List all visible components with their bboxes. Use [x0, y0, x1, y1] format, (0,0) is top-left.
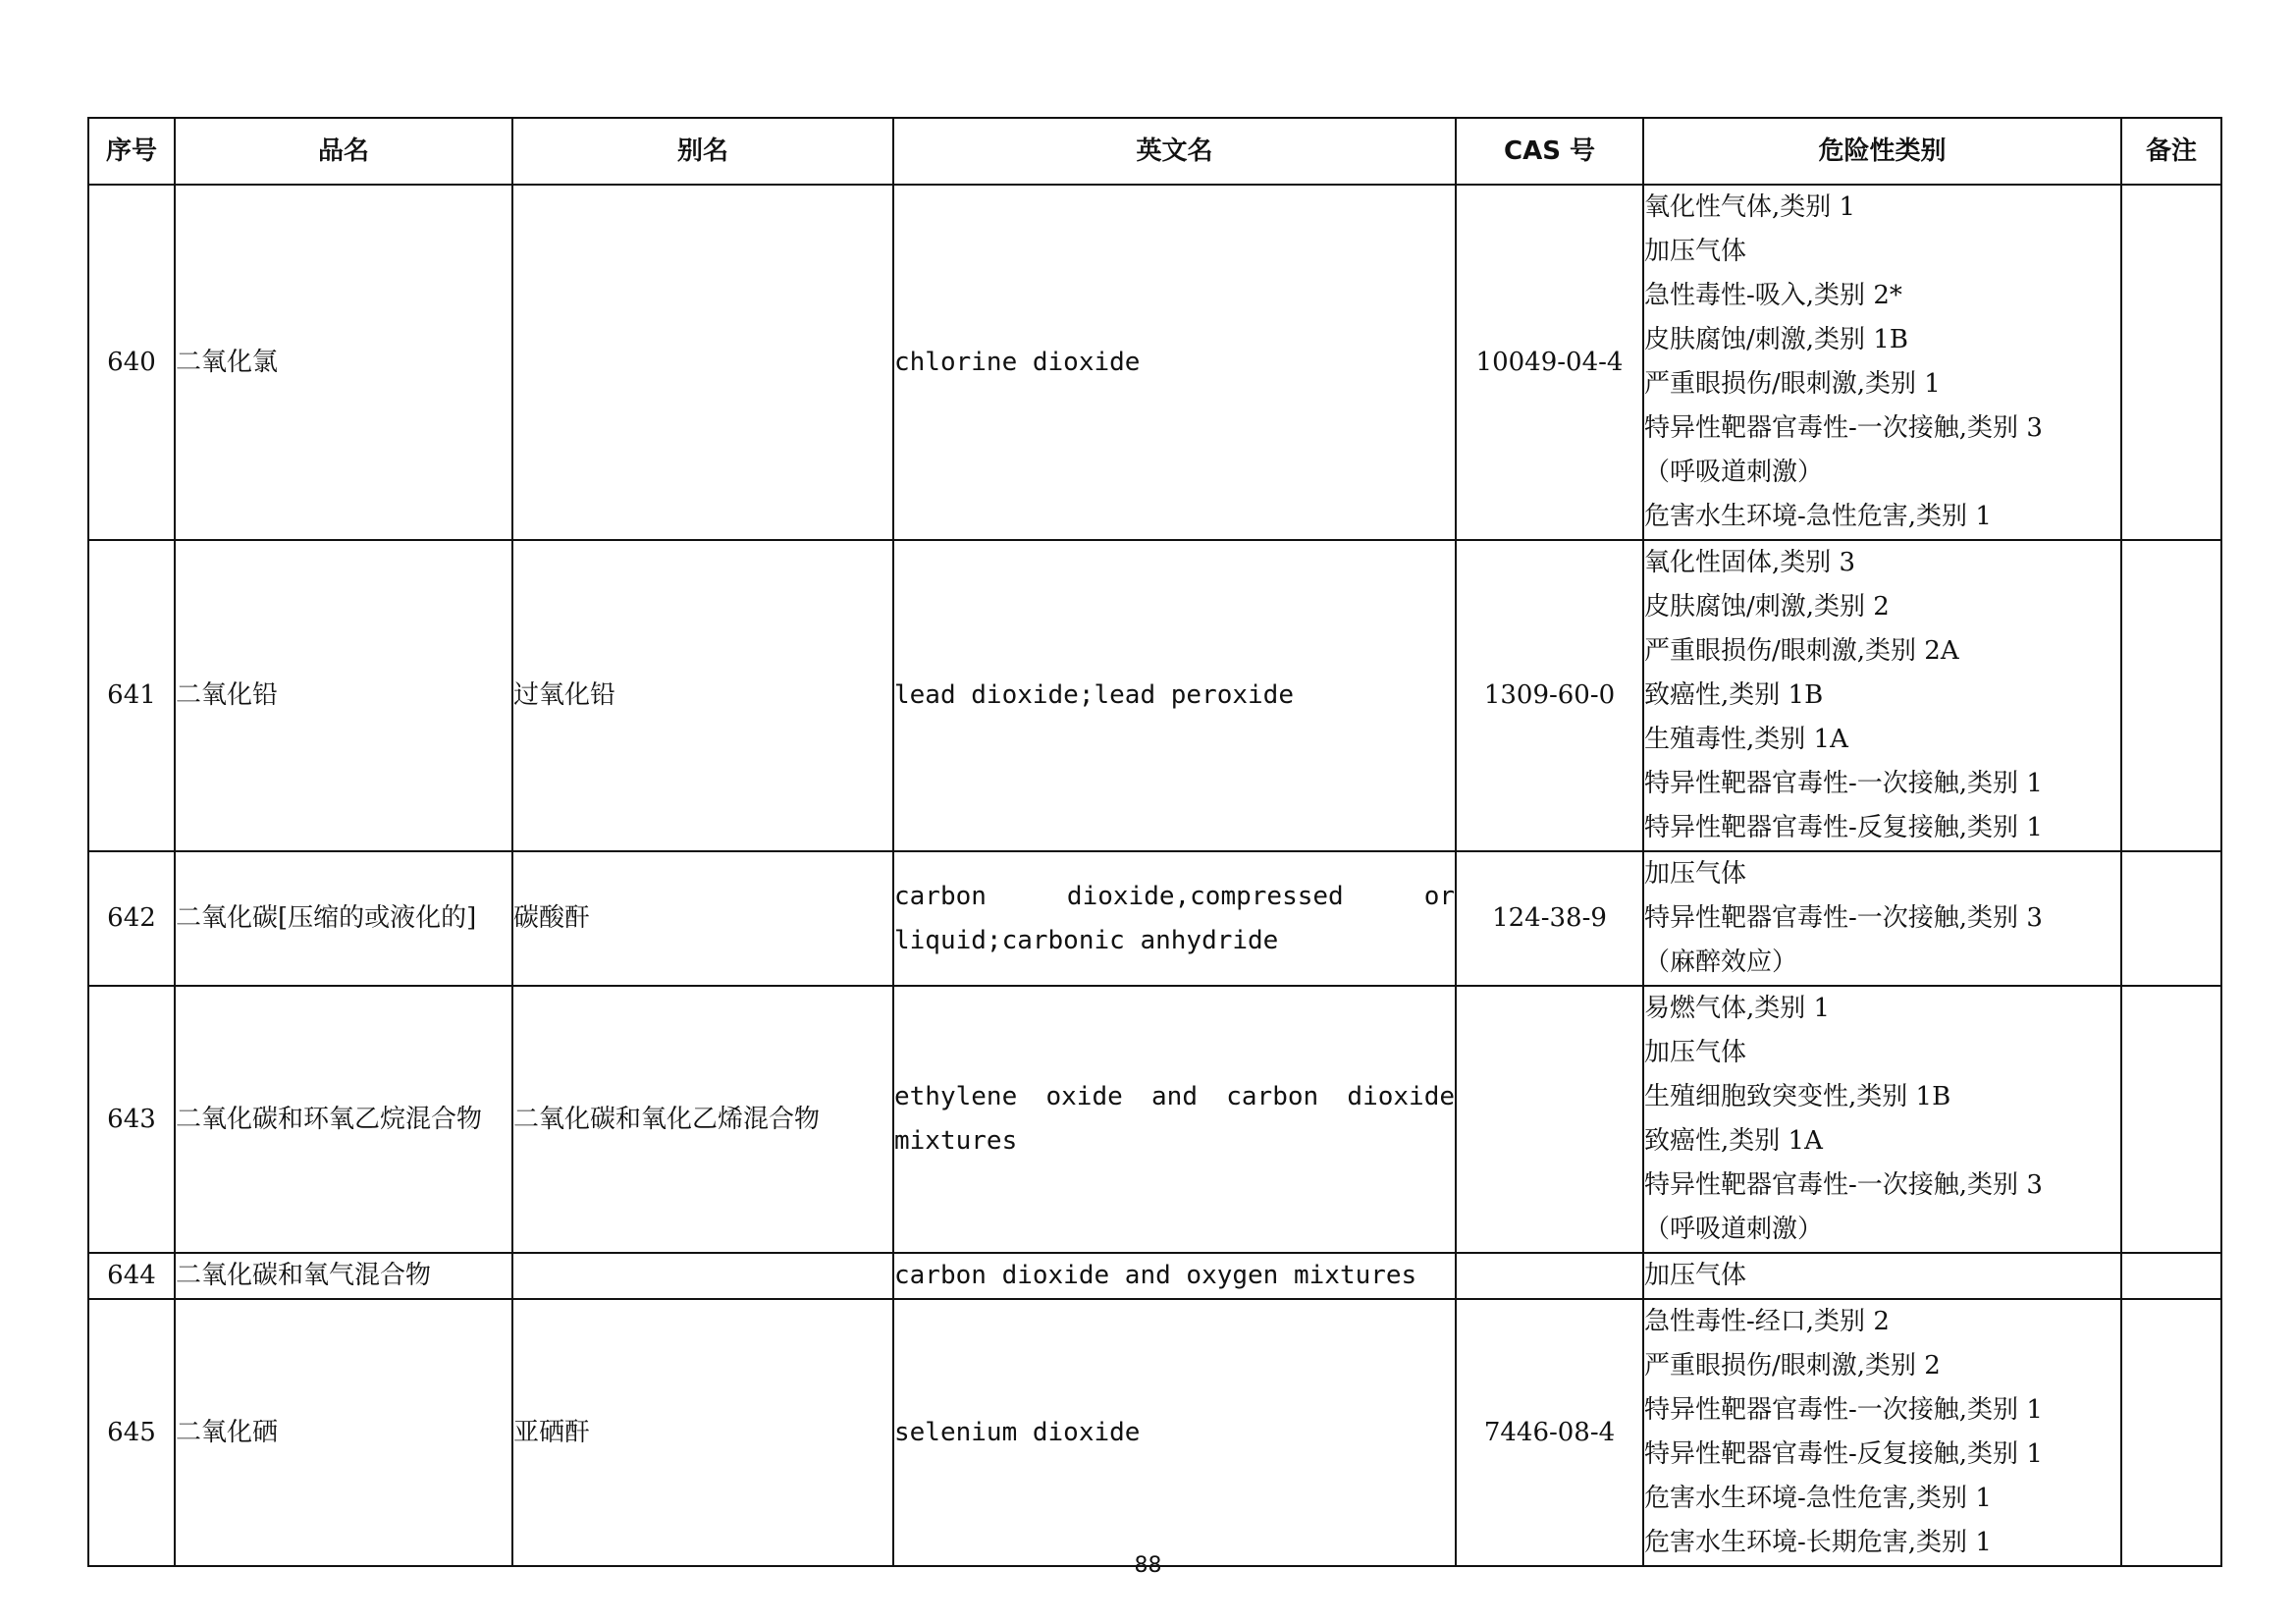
hazard-line: 急性毒性-吸入,类别 2* [1644, 281, 1902, 310]
chemical-alias: 亚硒酐 [512, 1299, 893, 1566]
hazard-line: 生殖细胞致突变性,类别 1B [1644, 1082, 1951, 1111]
english-name: selenium dioxide [893, 1299, 1456, 1566]
hazard-line: 皮肤腐蚀/刺激,类别 2 [1644, 592, 1890, 622]
hazard-line: 加压气体 [1644, 237, 1747, 266]
cas-number: 10049-04-4 [1456, 185, 1643, 540]
hazard-line: 特异性靶器官毒性-一次接触,类别 3 [1644, 903, 2043, 933]
hazard-line: 氧化性固体,类别 3 [1644, 548, 1856, 577]
row-number: 645 [88, 1299, 175, 1566]
note [2121, 1253, 2221, 1299]
hazard-line: 氧化性气体,类别 1 [1644, 192, 1856, 222]
header-cas: CAS 号 [1456, 118, 1643, 185]
hazard-line: 严重眼损伤/眼刺激,类别 1 [1644, 369, 1941, 399]
chemical-name: 二氧化硒 [175, 1299, 512, 1566]
hazard-line: （呼吸道刺激） [1644, 1215, 1824, 1244]
chemical-alias: 碳酸酐 [512, 851, 893, 986]
hazard-classes [1643, 185, 2121, 540]
hazard-line: 致癌性,类别 1B [1644, 680, 1824, 710]
chemical-name: 二氧化碳[压缩的或液化的] [175, 851, 512, 986]
row-number: 643 [88, 986, 175, 1253]
chemical-alias [512, 1253, 893, 1299]
hazard-line: 危害水生环境-急性危害,类别 1 [1644, 502, 1992, 531]
hazard-line: 加压气体 [1644, 1038, 1747, 1067]
header-note: 备注 [2121, 118, 2221, 185]
hazard-line: 特异性靶器官毒性-反复接触,类别 1 [1644, 813, 2043, 842]
english-name: chlorine dioxide [893, 185, 1456, 540]
header-hazard-class: 危险性类别 [1643, 118, 2121, 185]
table-row [88, 1299, 2221, 1566]
hazard-classes [1643, 1299, 2121, 1566]
hazard-line: （麻醉效应） [1644, 947, 1798, 977]
hazard-line: 严重眼损伤/眼刺激,类别 2A [1644, 636, 1959, 666]
cas-number: 124-38-9 [1456, 851, 1643, 986]
hazard-line: 特异性靶器官毒性-一次接触,类别 1 [1644, 769, 2043, 798]
cas-number: 1309-60-0 [1456, 540, 1643, 851]
hazardous-chemicals-table [87, 117, 2222, 1567]
hazard-line: 加压气体 [1644, 859, 1747, 889]
header-name: 品名 [175, 118, 512, 185]
hazard-classes [1643, 540, 2121, 851]
hazard-line: 特异性靶器官毒性-反复接触,类别 1 [1644, 1439, 2043, 1469]
note [2121, 1299, 2221, 1566]
hazard-line: 急性毒性-经口,类别 2 [1644, 1307, 1890, 1336]
cas-number: 7446-08-4 [1456, 1299, 1643, 1566]
hazard-line: （呼吸道刺激） [1644, 458, 1824, 487]
chemical-name: 二氧化铅 [175, 540, 512, 851]
chemical-name: 二氧化氯 [175, 185, 512, 540]
note [2121, 851, 2221, 986]
hazard-line: 特异性靶器官毒性-一次接触,类别 3 [1644, 413, 2043, 443]
row-number: 641 [88, 540, 175, 851]
chemical-name: 二氧化碳和环氧乙烷混合物 [175, 986, 512, 1253]
header-alias: 别名 [512, 118, 893, 185]
hazard-line: 特异性靶器官毒性-一次接触,类别 3 [1644, 1170, 2043, 1200]
table-row [88, 185, 2221, 540]
table-header-row [88, 118, 2221, 185]
hazard-line: 生殖毒性,类别 1A [1644, 725, 1848, 754]
table-row [88, 851, 2221, 986]
table-row [88, 1253, 2221, 1299]
page-number: 88 [1134, 1553, 1162, 1578]
note [2121, 540, 2221, 851]
table-row [88, 986, 2221, 1253]
header-no: 序号 [88, 118, 175, 185]
hazard-line: 危害水生环境-长期危害,类别 1 [1644, 1528, 1992, 1557]
note [2121, 986, 2221, 1253]
hazard-line: 加压气体 [1644, 1261, 1747, 1290]
hazard-line: 致癌性,类别 1A [1644, 1126, 1823, 1156]
row-number: 642 [88, 851, 175, 986]
chemical-alias: 二氧化碳和氧化乙烯混合物 [512, 986, 893, 1253]
hazard-classes [1643, 986, 2121, 1253]
hazard-line: 特异性靶器官毒性-一次接触,类别 1 [1644, 1395, 2043, 1425]
header-english-name: 英文名 [893, 118, 1456, 185]
hazard-line: 易燃气体,类别 1 [1644, 994, 1831, 1023]
english-name: carbon dioxide and oxygen mixtures [893, 1253, 1456, 1299]
hazard-classes [1643, 1253, 2121, 1299]
row-number: 640 [88, 185, 175, 540]
hazard-classes [1643, 851, 2121, 986]
chemical-alias [512, 185, 893, 540]
table-row [88, 540, 2221, 851]
hazard-line: 皮肤腐蚀/刺激,类别 1B [1644, 325, 1908, 354]
cas-number [1456, 1253, 1643, 1299]
cas-number [1456, 986, 1643, 1253]
english-name: lead dioxide;lead peroxide [893, 540, 1456, 851]
english-name: ethylene oxide and carbon dioxide mixtures [893, 986, 1456, 1253]
chemical-name: 二氧化碳和氧气混合物 [175, 1253, 512, 1299]
chemical-alias: 过氧化铅 [512, 540, 893, 851]
row-number: 644 [88, 1253, 175, 1299]
note [2121, 185, 2221, 540]
hazard-line: 危害水生环境-急性危害,类别 1 [1644, 1484, 1992, 1513]
hazard-line: 严重眼损伤/眼刺激,类别 2 [1644, 1351, 1941, 1380]
english-name: carbon dioxide,compressed or liquid;carbonic anhydride [893, 851, 1456, 986]
